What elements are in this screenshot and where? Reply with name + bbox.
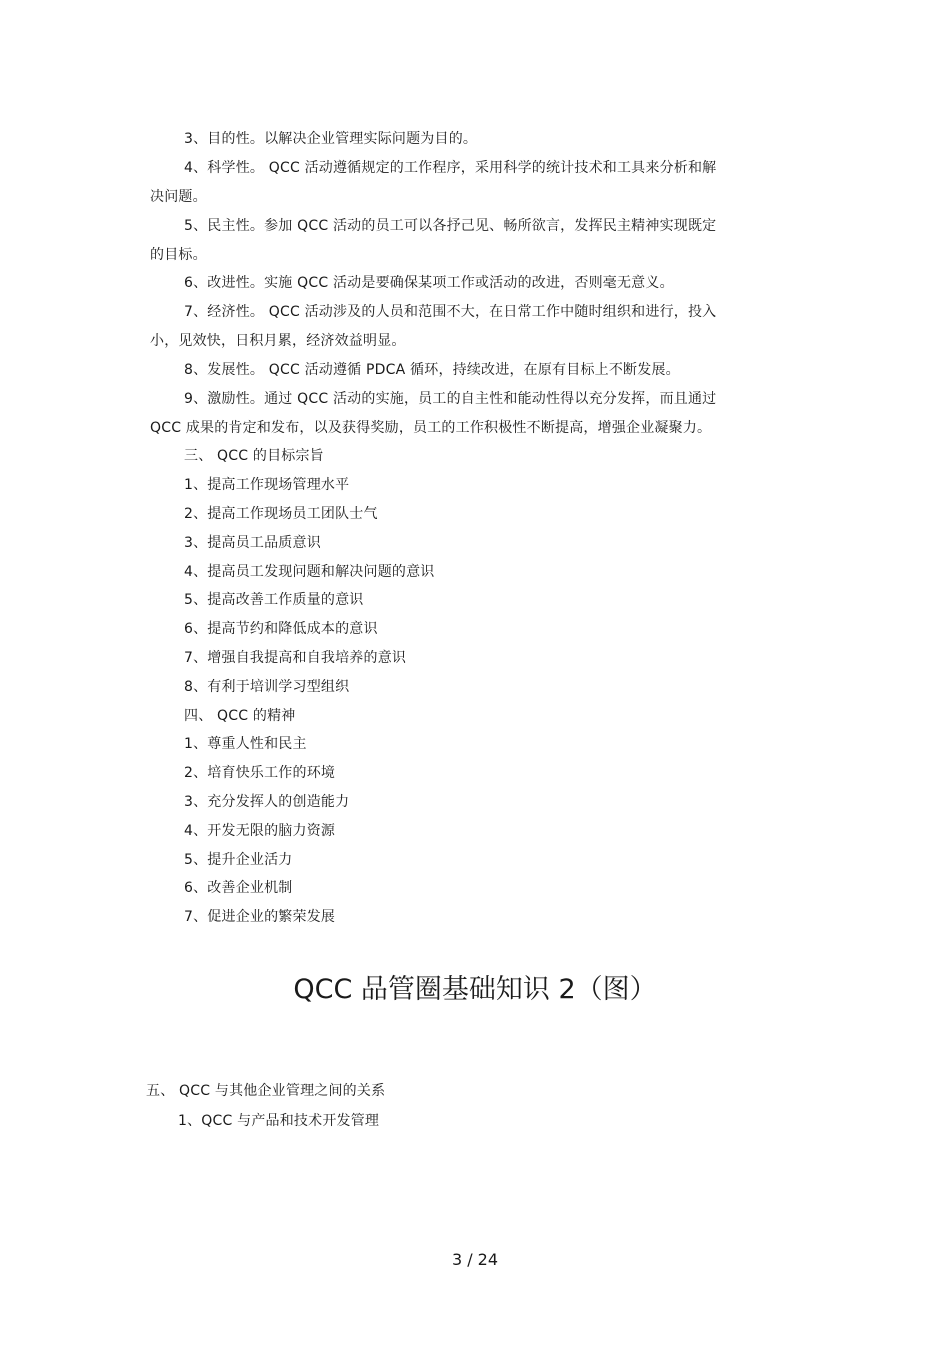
list-item: 6、提高节约和降低成本的意识	[184, 621, 378, 637]
list-item: 6、改善企业机制	[184, 880, 293, 896]
text-line: 7、经济性。 QCC 活动涉及的人员和范围不大，在日常工作中随时组织和进行，投入	[184, 304, 717, 320]
section-heading: 四、 QCC 的精神	[184, 708, 296, 724]
text-line: 4、科学性。 QCC 活动遵循规定的工作程序，采用科学的统计技术和工具来分析和解	[184, 160, 717, 176]
list-item: 8、有利于培训学习型组织	[184, 679, 350, 695]
text-line: 8、发展性。 QCC 活动遵循 PDCA 循环，持续改进，在原有目标上不断发展。	[184, 362, 680, 378]
section-heading: 三、 QCC 的目标宗旨	[184, 448, 324, 464]
list-item: 3、充分发挥人的创造能力	[184, 794, 350, 810]
list-item: 1、尊重人性和民主	[184, 736, 307, 752]
list-item: 2、培育快乐工作的环境	[184, 765, 336, 781]
text-line: 9、激励性。通过 QCC 活动的实施，员工的自主性和能动性得以充分发挥，而且通过	[184, 391, 717, 407]
list-item: 4、开发无限的脑力资源	[184, 823, 336, 839]
list-item: 7、增强自我提高和自我培养的意识	[184, 650, 407, 666]
text-line: 3、目的性。以解决企业管理实际问题为目的。	[184, 131, 478, 147]
list-item: 7、促进企业的繁荣发展	[184, 909, 336, 925]
text-line: 的目标。	[150, 247, 207, 263]
text-line: 决问题。	[150, 189, 207, 205]
list-item: 5、提升企业活力	[184, 852, 293, 868]
page-number: 3 / 24	[451, 1250, 499, 1269]
page-title: QCC 品管圈基础知识 2（图）	[293, 974, 657, 1005]
list-item: 3、提高员工品质意识	[184, 535, 321, 551]
section-heading: 五、 QCC 与其他企业管理之间的关系	[146, 1083, 386, 1099]
list-item: 5、提高改善工作质量的意识	[184, 592, 364, 608]
text-line: 6、改进性。实施 QCC 活动是要确保某项工作或活动的改进，否则毫无意义。	[184, 275, 674, 291]
text-line: 5、民主性。参加 QCC 活动的员工可以各抒己见、畅所欲言，发挥民主精神实现既定	[184, 218, 717, 234]
text-line: 小，见效快，日积月累，经济效益明显。	[150, 333, 406, 349]
list-item: 4、提高员工发现问题和解决问题的意识	[184, 564, 435, 580]
list-item: 1、提高工作现场管理水平	[184, 477, 350, 493]
list-item: 2、提高工作现场员工团队士气	[184, 506, 378, 522]
list-item: 1、QCC 与产品和技术开发管理	[178, 1113, 380, 1129]
text-line: QCC 成果的肯定和发布，以及获得奖励，员工的工作积极性不断提高，增强企业凝聚力。	[150, 420, 712, 436]
